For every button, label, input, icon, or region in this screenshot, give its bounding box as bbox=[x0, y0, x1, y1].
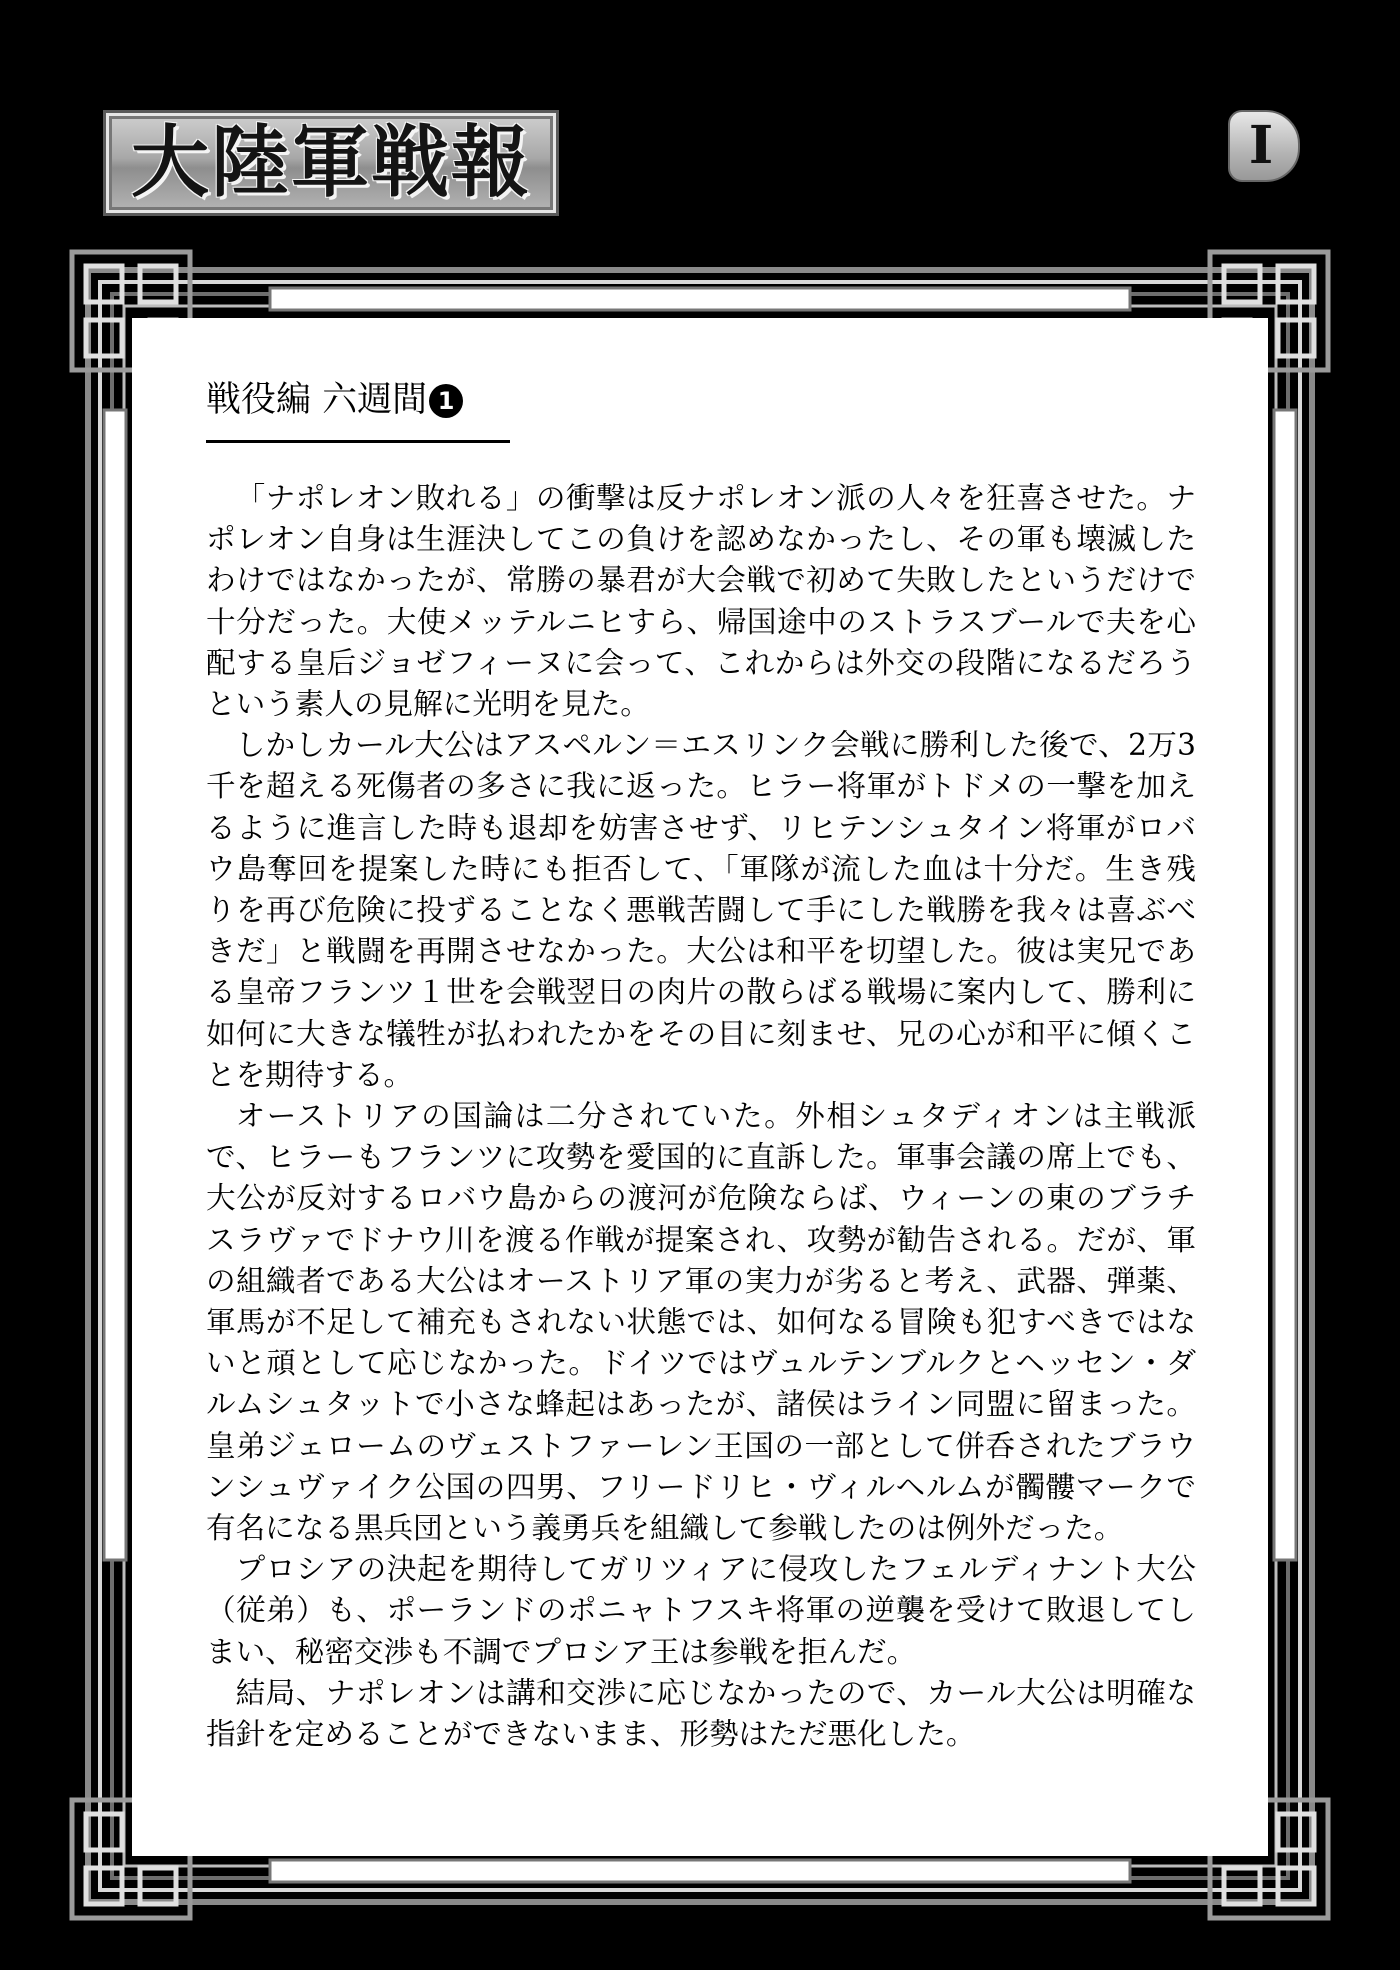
paragraph: オーストリアの国論は二分されていた。外相シュタディオンは主戦派で、ヒラーもフランツに攻勢を愛国的に直訴した。軍事会議の席上でも、大公が反対するロバウ島からの渡河が危険ならば、ウィーンの東のブラチスラヴァでドナウ川を渡る作戦が提案され、攻勢が勧告される。だが、軍の組織者である大公はオーストリア軍の実力が劣ると考え、武器、弾薬、軍馬が不足して補充もされない状態では、如何なる冒険も犯すべきではないと頑として応じなかった。ドイツではヴュルテンブルクとヘッセン・ダルムシュタットで小さな蜂起はあったが、諸侯はライン同盟に留まった。皇弟ジェロームのヴェストファーレン王国の一部として併呑されたブラウンシュヴァイク公国の四男、フリードリヒ・ヴィルヘルムが髑髏マークで有名になる黒兵団という義勇兵を組織して参戦したのは例外だった。 bbox=[206, 1099, 1196, 1546]
page-title: 大陸軍戦報 bbox=[130, 118, 531, 208]
section-number-badge: 1 bbox=[429, 384, 463, 418]
paragraph: プロシアの決起を期待してガリツィアに侵攻したフェルディナント大公（従弟）も、ポーランドのポニャトフスキ将軍の逆襲を受けて敗退してしまい、秘密交渉も不調でプロシア王は参戦を拒んだ。 bbox=[206, 1552, 1196, 1669]
article-body bbox=[206, 478, 1196, 1755]
paragraph: 「ナポレオン敗れる」の衝撃は反ナポレオン派の人々を狂喜させた。ナポレオン自身は生涯決してこの負けを認めなかったし、その軍も壊滅したわけではなかったが、常勝の暴君が大会戦で初めて失敗したというだけで十分だった。大使メッテルニヒすら、帰国途中のストラスブールで夫を心配する皇后ジョゼフィーヌに会って、これからは外交の段階になるだろうという素人の見解に光明を見た。 bbox=[206, 481, 1196, 722]
section-title-text: 戦役編 六週間 bbox=[206, 380, 428, 420]
section-title-underline bbox=[206, 440, 510, 443]
volume-number: I bbox=[1248, 115, 1274, 176]
paragraph: しかしカール大公はアスペルン＝エスリンク会戦に勝利した後で、2万3千を超える死傷者の多さに我に返った。ヒラー将軍がトドメの一撃を加えるように進言した時も退却を妨害させず、リヒテンシュタイン将軍がロバウ島奪回を提案した時にも拒否して、「軍隊が流した血は十分だ。生き残りを再び危険に投ずることなく悪戦苦闘して手にした戦勝を我々は喜ぶべきだ」と戦闘を再開させなかった。大公は和平を切望した。彼は実兄である皇帝フランツ１世を会戦翌日の肉片の散らばる戦場に案内して、勝利に如何に大きな犠牲が払われたかをその目に刻ませ、兄の心が和平に傾くことを期待する。 bbox=[206, 728, 1196, 1092]
paragraph: 結局、ナポレオンは講和交渉に応じなかったので、カール大公は明確な指針を定めることができないまま、形勢はただ悪化した。 bbox=[206, 1675, 1196, 1752]
section-title bbox=[206, 380, 463, 420]
